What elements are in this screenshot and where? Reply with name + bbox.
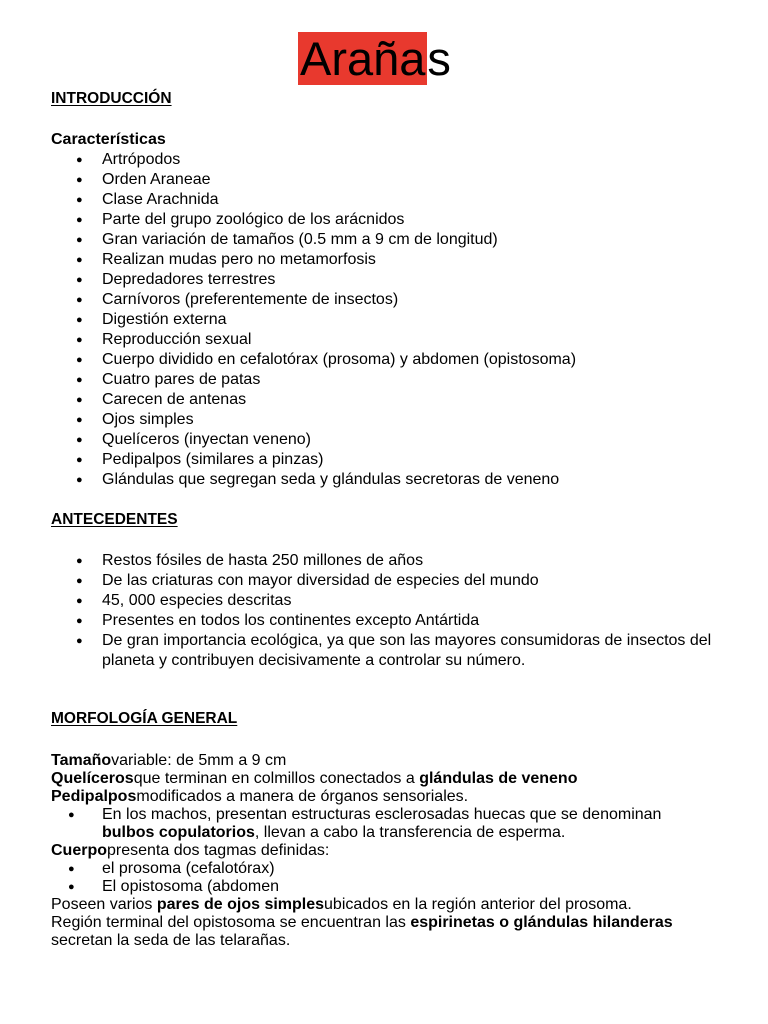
list-item: ● Restos fósiles de hasta 250 millones de años — [0, 551, 762, 571]
list-item: ● Cuerpo dividido en cefalotórax (prosoma) y abdomen (opistosoma) — [0, 350, 576, 370]
list-item: ● Clase Arachnida — [0, 190, 576, 210]
list-item: ● Quelíceros (inyectan veneno) — [0, 430, 576, 450]
cuerpo-label: Cuerpo — [51, 842, 107, 859]
cuerpo-text: presenta dos tagmas definidas: — [107, 842, 330, 859]
pedipalpos-line — [51, 788, 468, 806]
document-title — [298, 34, 451, 84]
list-item: ● Glándulas que segregan seda y glándulas secretoras de veneno — [0, 470, 576, 490]
heading-introduccion: INTRODUCCIÓN — [51, 90, 172, 107]
ojos-line — [51, 896, 632, 914]
queliceros-bold: glándulas de veneno — [419, 770, 578, 787]
list-item: ● Artrópodos — [0, 150, 576, 170]
list-item: ● Reproducción sexual — [0, 330, 576, 350]
list-item: ● De las criaturas con mayor diversidad de especies del mundo — [0, 571, 762, 591]
list-item: ● Ojos simples — [0, 410, 576, 430]
list-item: ● Carnívoros (preferentemente de insectos) — [0, 290, 576, 310]
list-item: ● Digestión externa — [0, 310, 576, 330]
subheading-caracteristicas: Características — [51, 131, 166, 148]
tamano-text: variable: de 5mm a 9 cm — [111, 752, 287, 769]
ojos-text-2: ubicados en la región anterior del prosoma. — [324, 896, 632, 913]
machos-bold: bulbos copulatorios — [102, 824, 255, 841]
region-line-2: secretan la seda de las telarañas. — [51, 932, 291, 949]
antecedentes-list — [0, 551, 762, 671]
queliceros-label: Quelíceros — [51, 770, 134, 787]
list-item: ● El opistosoma (abdomen — [0, 878, 279, 896]
tamano-label: Tamaño — [51, 752, 112, 769]
title-highlight: Araña — [300, 32, 426, 85]
list-item: ● el prosoma (cefalotórax) — [0, 860, 279, 878]
list-item: ● 45, 000 especies descritas — [0, 591, 762, 611]
heading-antecedentes: ANTECEDENTES — [51, 511, 178, 528]
heading-morfologia: MORFOLOGÍA GENERAL — [51, 710, 238, 727]
region-line — [51, 914, 673, 932]
list-item: ● De gran importancia ecológica, ya que son las mayores consumidoras de insectos del planeta y contribuyen decisivamente a controlar su número. — [0, 631, 762, 671]
list-item: ● Presentes en todos los continentes excepto Antártida — [0, 611, 762, 631]
machos-list — [0, 806, 661, 824]
list-item — [0, 806, 661, 824]
list-item: ● Realizan mudas pero no metamorfosis — [0, 250, 576, 270]
ojos-text: Poseen varios — [51, 896, 157, 913]
list-item: ● Depredadores terrestres — [0, 270, 576, 290]
list-item: ● Orden Araneae — [0, 170, 576, 190]
cuerpo-line — [51, 842, 329, 860]
region-text: Región terminal del opistosoma se encuentran las — [51, 914, 411, 931]
list-item: ● Pedipalpos (similares a pinzas) — [0, 450, 576, 470]
list-item: ● Parte del grupo zoológico de los arácnidos — [0, 210, 576, 230]
tamano-line — [51, 752, 286, 770]
machos-line-2 — [102, 824, 565, 842]
queliceros-line — [51, 770, 577, 788]
title-rest: s — [427, 32, 451, 85]
machos-text: En los machos, presentan estructuras esclerosadas huecas que se denominan — [102, 806, 662, 823]
ojos-bold: pares de ojos simples — [156, 896, 325, 913]
queliceros-text: que terminan en colmillos conectados a — [133, 770, 420, 787]
list-item: ● Gran variación de tamaños (0.5 mm a 9 cm de longitud) — [0, 230, 576, 250]
region-bold: espirinetas o glándulas hilanderas — [410, 914, 673, 931]
machos-text-2: , llevan a cabo la transferencia de esperma. — [254, 824, 566, 841]
caracteristicas-list — [0, 150, 576, 490]
list-item: ● Cuatro pares de patas — [0, 370, 576, 390]
pedipalpos-label: Pedipalpos — [51, 788, 137, 805]
pedipalpos-text: modificados a manera de órganos sensoriales. — [136, 788, 469, 805]
tagmas-list — [0, 860, 279, 896]
list-item: ● Carecen de antenas — [0, 390, 576, 410]
